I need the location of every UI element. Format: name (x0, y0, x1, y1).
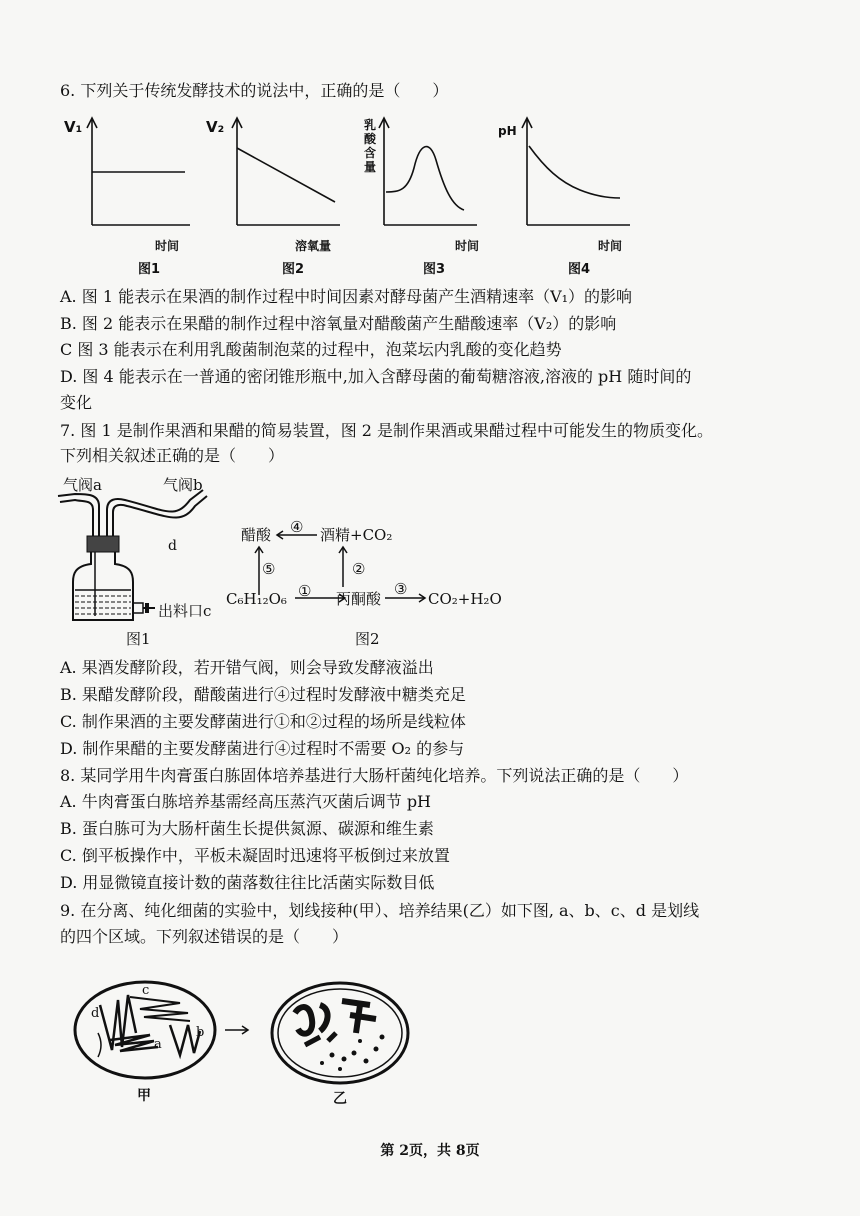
valve-a-label: 气阀a (63, 476, 102, 494)
tube-d-label: d (168, 538, 177, 554)
q6-figure-2-caption: 图2 (282, 262, 305, 277)
valve-b-label: 气阀b (163, 476, 203, 494)
page-footer: 第 2页，共 8页 (380, 1143, 480, 1159)
q6-figure-1-graph (80, 110, 200, 240)
step-1-label: ① (298, 582, 312, 600)
q6-option-c: C 图 3 能表示在利用乳酸菌制泡菜的过程中，泡菜坛内乳酸的变化趋势 (60, 340, 562, 359)
q8-option-c: C. 倒平板操作中，平板未凝固时迅速将平板倒过来放置 (60, 846, 450, 865)
ethanol-node: 酒精+CO₂ (320, 526, 393, 544)
region-c-label: c (142, 983, 150, 998)
q6-option-a: A. 图 1 能表示在果酒的制作过程中时间因素对酵母菌产生酒精速率（V₁）的影响 (60, 287, 633, 306)
step-3-label: ③ (394, 580, 408, 598)
region-d-label: d (91, 1006, 100, 1021)
q7-stem: 7. 图 1 是制作果酒和果醋的简易装置，图 2 是制作果酒或果醋过程中可能发生的物质变化。 (60, 421, 714, 440)
q6-figure-4-ylabel: pH (498, 124, 517, 138)
q6-figure-4-graph (515, 110, 635, 240)
glucose-node: C₆H₁₂O₆ (226, 590, 287, 608)
q7-option-b: B. 果醋发酵阶段，醋酸菌进行④过程时发酵液中糖类充足 (60, 685, 466, 704)
q6-figure-3-ylabel: 乳酸含量 (364, 118, 377, 174)
q6-figure-3-caption: 图3 (423, 262, 446, 277)
step-2-label: ② (352, 560, 366, 578)
q6-stem: 6. 下列关于传统发酵技术的说法中，正确的是（ ） (60, 81, 449, 100)
q6-figure-1-xlabel: 时间 (155, 239, 180, 253)
q7-figure-1-caption: 图1 (126, 630, 151, 648)
region-b-label: b (196, 1025, 205, 1040)
q6-figure-2-xlabel: 溶氧量 (295, 239, 332, 253)
co2-h2o-node: CO₂+H₂O (428, 590, 502, 608)
plate-yi-caption: 乙 (333, 1091, 347, 1107)
plate-jia-caption: 甲 (137, 1088, 151, 1104)
q6-figure-1-caption: 图1 (138, 262, 161, 277)
q8-option-a: A. 牛肉膏蛋白胨培养基需经高压蒸汽灭菌后调节 pH (60, 792, 432, 811)
q7-stem-cont: 下列相关叙述正确的是（ ） (60, 446, 285, 465)
q6-figure-4-caption: 图4 (568, 262, 591, 277)
q8-option-b: B. 蛋白胨可为大肠杆菌生长提供氮源、碳源和维生素 (60, 819, 434, 838)
step-4-label: ④ (290, 518, 304, 536)
q6-figure-2-ylabel: V₂ (206, 118, 225, 136)
q6-figure-3-xlabel: 时间 (455, 239, 480, 253)
q8-stem: 8. 某同学用牛肉膏蛋白胨固体培养基进行大肠杆菌纯化培养。下列说法正确的是（ ） (60, 766, 689, 785)
pyruvate-node: 丙酮酸 (336, 590, 382, 608)
region-a-label: a (154, 1037, 162, 1052)
q9-stem-cont: 的四个区域。下列叙述错误的是（ ） (60, 927, 349, 946)
q7-option-a: A. 果酒发酵阶段，若开错气阀，则会导致发酵液溢出 (60, 658, 434, 677)
q6-figure-1-ylabel: V₁ (64, 118, 83, 136)
q8-option-d: D. 用显微镜直接计数的菌落数往往比活菌实际数目低 (60, 873, 435, 892)
q9-stem: 9. 在分离、纯化细菌的实验中，划线接种(甲）、培养结果(乙）如下图, a、b、c、d 是划线 (60, 901, 700, 920)
step-5-label: ⑤ (262, 560, 276, 578)
q7-figure-2-caption: 图2 (355, 630, 380, 648)
q6-option-b: B. 图 2 能表示在果醋的制作过程中溶氧量对醋酸菌产生醋酸速率（V₂）的影响 (60, 314, 617, 333)
q6-option-d: D. 图 4 能表示在一普通的密闭锥形瓶中,加入含酵母菌的葡萄糖溶液,溶液的 pH 随时间的 (60, 367, 692, 386)
q7-option-c: C. 制作果酒的主要发酵菌进行①和②过程的场所是线粒体 (60, 712, 466, 731)
acetic-acid-node: 醋酸 (241, 526, 272, 544)
q6-option-d-cont: 变化 (60, 393, 93, 412)
q6-figure-3-graph (372, 110, 482, 240)
q7-option-d: D. 制作果醋的主要发酵菌进行④过程时不需要 O₂ 的参与 (60, 739, 465, 758)
q6-figure-2-graph (225, 110, 345, 240)
streak-plate-drawing (70, 975, 450, 1095)
outlet-c-label: 出料口c (158, 602, 212, 620)
q6-figure-4-xlabel: 时间 (598, 239, 623, 253)
